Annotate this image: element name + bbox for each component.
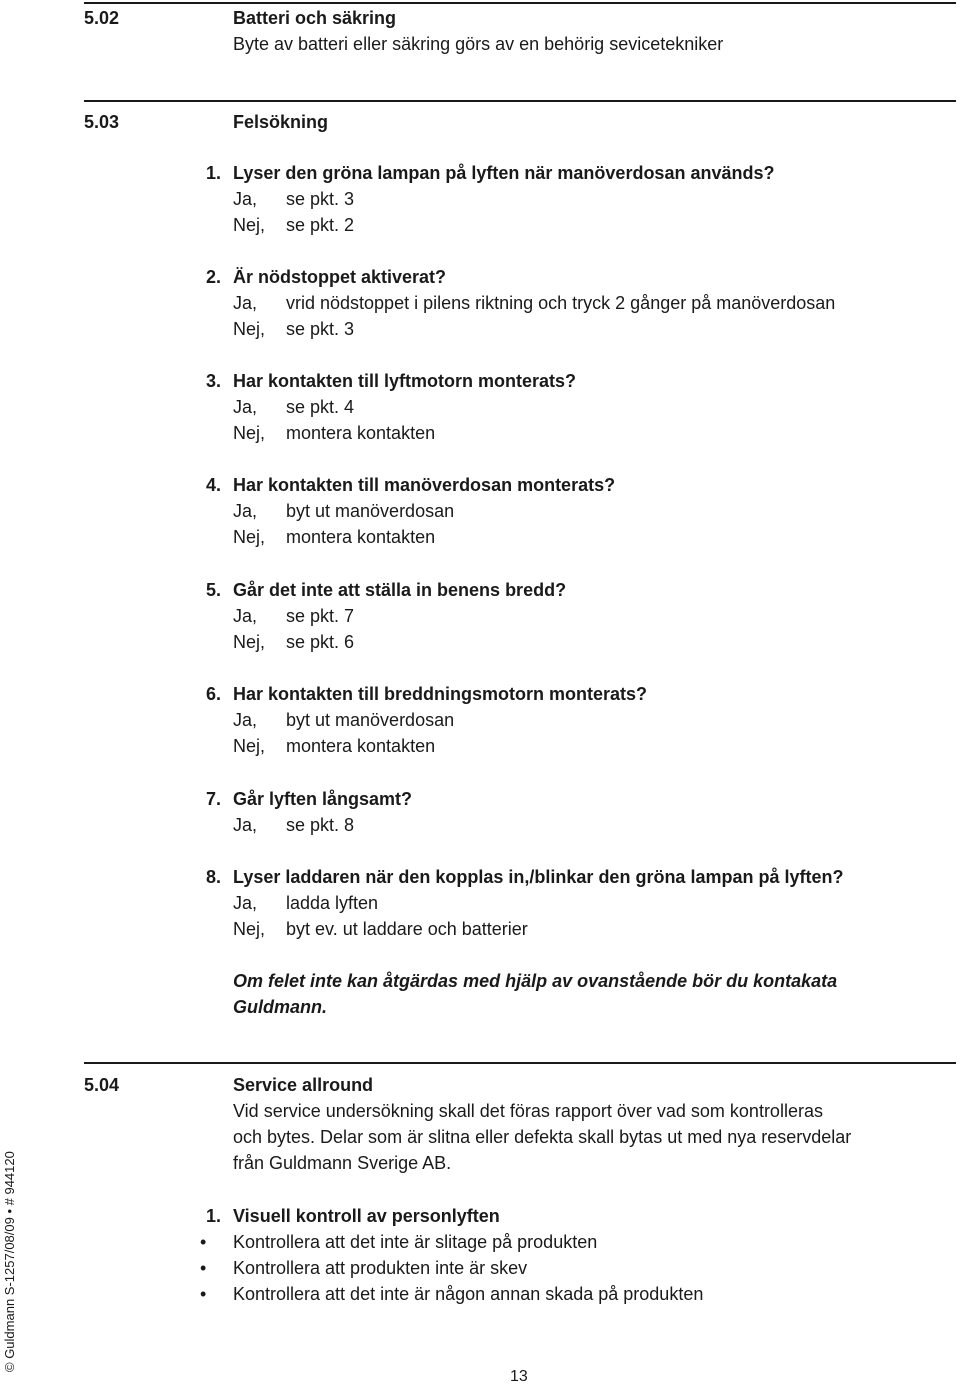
item-question: Har kontakten till manöverdosan monterats?	[233, 475, 616, 495]
answer-text: montera kontakten	[286, 423, 436, 443]
item-number: 2.	[205, 267, 221, 287]
answer-ja	[233, 396, 354, 418]
answer-nej	[233, 422, 435, 444]
bullet-item: Kontrollera att det inte är någon annan skada på produkten	[233, 1284, 704, 1304]
answer-label: Ja,	[233, 710, 258, 730]
answer-ja	[233, 292, 835, 314]
item-number: 5.	[205, 580, 221, 600]
side-imprint: © Guldmann S-1257/08/09 • # 944120	[2, 1151, 17, 1372]
answer-label: Nej,	[233, 632, 266, 652]
answer-ja	[233, 188, 354, 210]
answer-nej	[233, 735, 435, 757]
section-title: Felsökning	[233, 112, 329, 132]
item-number: 8.	[205, 867, 221, 887]
answer-label: Ja,	[233, 397, 258, 417]
bullet-marker: •	[200, 1258, 207, 1278]
answer-ja	[233, 814, 354, 836]
section-text-line-2: och bytes. Delar som är slitna eller defekta skall bytas ut med nya reservdelar	[233, 1127, 852, 1147]
item-question: Har kontakten till breddningsmotorn monterats?	[233, 684, 648, 704]
answer-label: Nej,	[233, 736, 266, 756]
answer-ja	[233, 709, 454, 731]
answer-text: se pkt. 3	[286, 189, 355, 209]
item-question: Lyser laddaren när den kopplas in,/blinkar den gröna lampan på lyften?	[233, 867, 844, 887]
section-number: 5.04	[84, 1075, 120, 1095]
item-question: Går det inte att ställa in benens bredd?	[233, 580, 567, 600]
answer-text: montera kontakten	[286, 736, 436, 756]
answer-text: se pkt. 3	[286, 319, 355, 339]
answer-nej	[233, 214, 354, 236]
answer-nej	[233, 318, 354, 340]
bullet-item: Kontrollera att produkten inte är skev	[233, 1258, 528, 1278]
subsection-title: Visuell kontroll av personlyften	[233, 1206, 500, 1226]
top-rule	[84, 2, 956, 4]
section-text-line-1: Vid service undersökning skall det föras rapport över vad som kontrolleras	[233, 1101, 823, 1121]
item-number: 6.	[205, 684, 221, 704]
section-title: Service allround	[233, 1075, 374, 1095]
item-question: Är nödstoppet aktiverat?	[233, 267, 447, 287]
item-question: Lyser den gröna lampan på lyften när manöverdosan används?	[233, 163, 775, 183]
bullet-marker: •	[200, 1284, 207, 1304]
item-number: 1.	[205, 163, 221, 183]
answer-ja	[233, 605, 354, 627]
section-rule	[84, 100, 956, 102]
answer-nej	[233, 631, 354, 653]
page-number: 13	[510, 1368, 528, 1385]
item-question: Går lyften långsamt?	[233, 789, 413, 809]
answer-label: Nej,	[233, 527, 266, 547]
section-text: Byte av batteri eller säkring görs av en behörig sevicetekniker	[233, 34, 724, 54]
answer-label: Ja,	[233, 189, 258, 209]
answer-ja	[233, 500, 454, 522]
answer-text: vrid nödstoppet i pilens riktning och tryck 2 gånger på manöverdosan	[286, 293, 836, 313]
answer-text: se pkt. 7	[286, 606, 355, 626]
section-number: 5.03	[84, 112, 120, 132]
answer-label: Ja,	[233, 293, 258, 313]
answer-label: Nej,	[233, 423, 266, 443]
answer-label: Ja,	[233, 815, 258, 835]
answer-label: Nej,	[233, 215, 266, 235]
answer-text: se pkt. 4	[286, 397, 355, 417]
section-title: Batteri och säkring	[233, 8, 397, 28]
answer-nej	[233, 526, 435, 548]
section-rule	[84, 1062, 956, 1064]
answer-label: Nej,	[233, 919, 266, 939]
answer-label: Ja,	[233, 893, 258, 913]
item-number: 4.	[205, 475, 221, 495]
bullet-item: Kontrollera att det inte är slitage på produkten	[233, 1232, 598, 1252]
answer-nej	[233, 918, 528, 940]
note-line-2: Guldmann.	[233, 997, 327, 1017]
answer-label: Nej,	[233, 319, 266, 339]
section-number: 5.02	[84, 8, 120, 28]
section-text-line-3: från Guldmann Sverige AB.	[233, 1153, 452, 1173]
answer-text: byt ev. ut laddare och batterier	[286, 919, 528, 939]
item-question: Har kontakten till lyftmotorn monterats?	[233, 371, 577, 391]
answer-label: Ja,	[233, 606, 258, 626]
bullet-marker: •	[200, 1232, 207, 1252]
subsection-number: 1.	[205, 1206, 221, 1226]
note-line-1: Om felet inte kan åtgärdas med hjälp av ovanstående bör du kontakata	[233, 971, 838, 991]
answer-text: se pkt. 8	[286, 815, 355, 835]
answer-text: ladda lyften	[286, 893, 379, 913]
item-number: 7.	[205, 789, 221, 809]
answer-text: byt ut manöverdosan	[286, 710, 455, 730]
answer-text: se pkt. 2	[286, 215, 355, 235]
answer-text: byt ut manöverdosan	[286, 501, 455, 521]
answer-text: se pkt. 6	[286, 632, 355, 652]
answer-text: montera kontakten	[286, 527, 436, 547]
answer-ja	[233, 892, 378, 914]
item-number: 3.	[205, 371, 221, 391]
answer-label: Ja,	[233, 501, 258, 521]
